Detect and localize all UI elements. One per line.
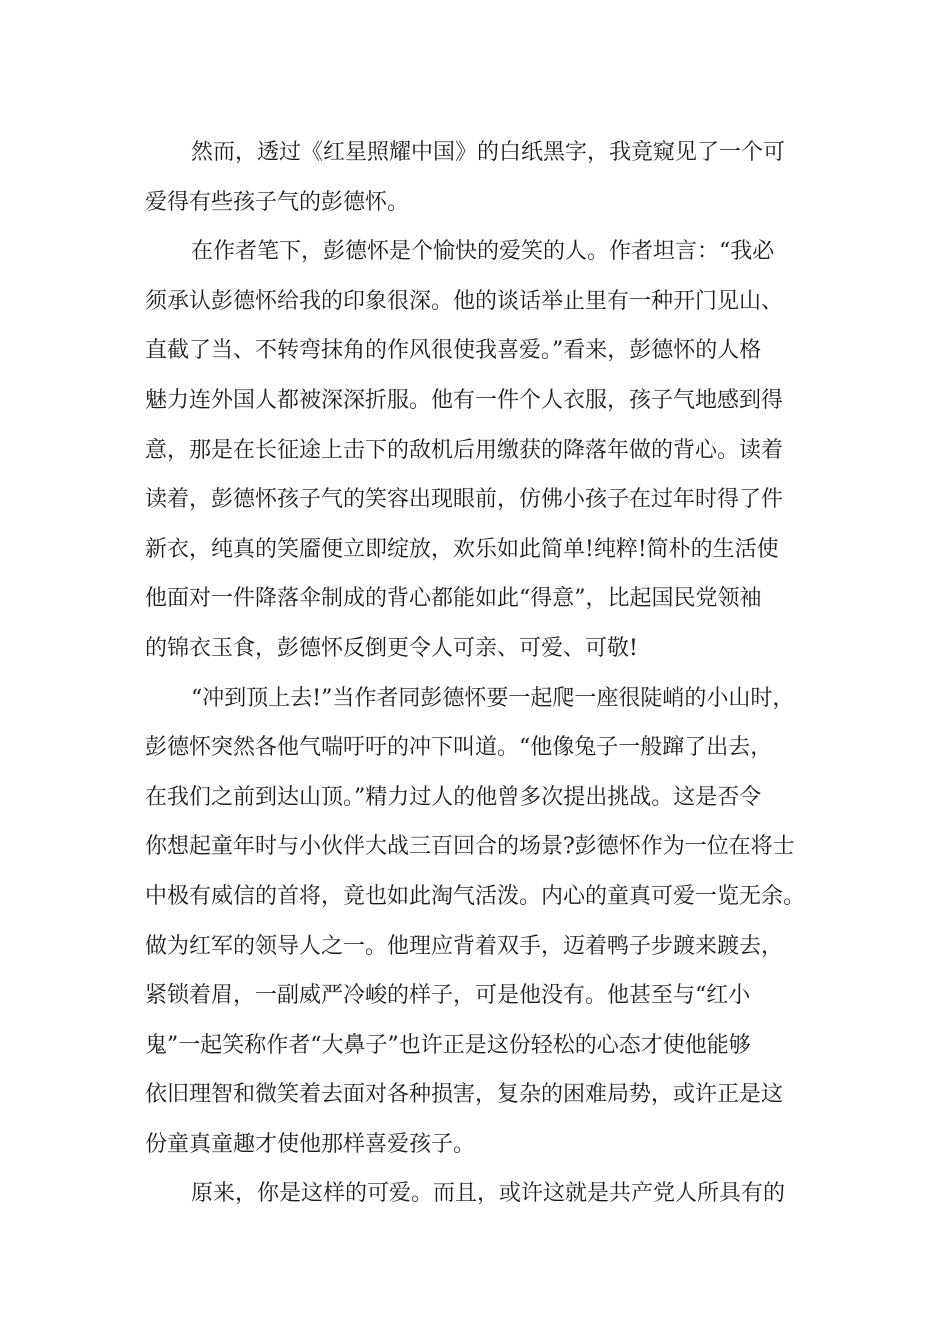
text-line: 紧锁着眉，一副威严冷峻的样子，可是他没有。他甚至与“红小 xyxy=(145,983,751,1009)
text-line: 读着，彭德怀孩子气的笑容出现眼前，仿佛小孩子在过年时得了件 xyxy=(145,487,784,513)
text-line: “冲到顶上去!”当作者同彭德怀要一起爬一座很陡峭的小山时， xyxy=(191,685,795,711)
text-line: 鬼”一起笑称作者“大鼻子”也许正是这份轻松的心态才使他能够 xyxy=(145,1032,751,1058)
text-line: 份童真童趣才使他那样喜爱孩子。 xyxy=(145,1131,476,1157)
text-line: 他面对一件降落伞制成的背心都能如此“得意”，比起国民党领袖 xyxy=(145,586,762,612)
text-line: 直截了当、不转弯抹角的作风很使我喜爱。”看来，彭德怀的人格 xyxy=(145,338,762,364)
text-line: 的锦衣玉食，彭德怀反倒更令人可亲、可爱、可敬! xyxy=(145,635,638,661)
text-line: 意，那是在长征途上击下的敌机后用缴获的降落年做的背心。读着 xyxy=(145,437,784,463)
text-line: 你想起童年时与小伙伴大战三百回合的场景?彭德怀作为一位在将士 xyxy=(145,834,795,860)
text-line: 做为红军的领导人之一。他理应背着双手，迈着鸭子步踱来踱去， xyxy=(145,933,784,959)
body-text xyxy=(145,128,825,1219)
text-line: 魅力连外国人都被深深折服。他有一件个人衣服，孩子气地感到得 xyxy=(145,387,784,413)
text-line: 须承认彭德怀给我的印象很深。他的谈话举止里有一种开门见山、 xyxy=(145,288,784,314)
text-line: 彭德怀突然各他气喘吁吁的冲下叫道。“他像兔子一般蹿了出去， xyxy=(145,735,773,761)
text-line: 原来，你是这样的可爱。而且，或许这就是共产党人所具有的 xyxy=(191,1181,786,1207)
text-line: 在作者笔下，彭德怀是个愉快的爱笑的人。作者坦言：“我必 xyxy=(191,239,775,265)
text-line: 在我们之前到达山顶。”精力过人的他曾多次提出挑战。这是否令 xyxy=(145,784,762,810)
text-line: 新衣，纯真的笑靥便立即绽放，欢乐如此简单!纯粹!简朴的生活使 xyxy=(145,536,779,562)
text-line: 中极有威信的首将，竟也如此淘气活泼。内心的童真可爱一览无余。 xyxy=(145,883,806,909)
text-line: 然而，透过《红星照耀中国》的白纸黑字，我竟窥见了一个可 xyxy=(191,140,786,165)
text-line: 依旧理智和微笑着去面对各种损害，复杂的困难局势，或许正是这 xyxy=(145,1082,784,1108)
text-line: 爱得有些孩子气的彭德怀。 xyxy=(145,189,410,215)
